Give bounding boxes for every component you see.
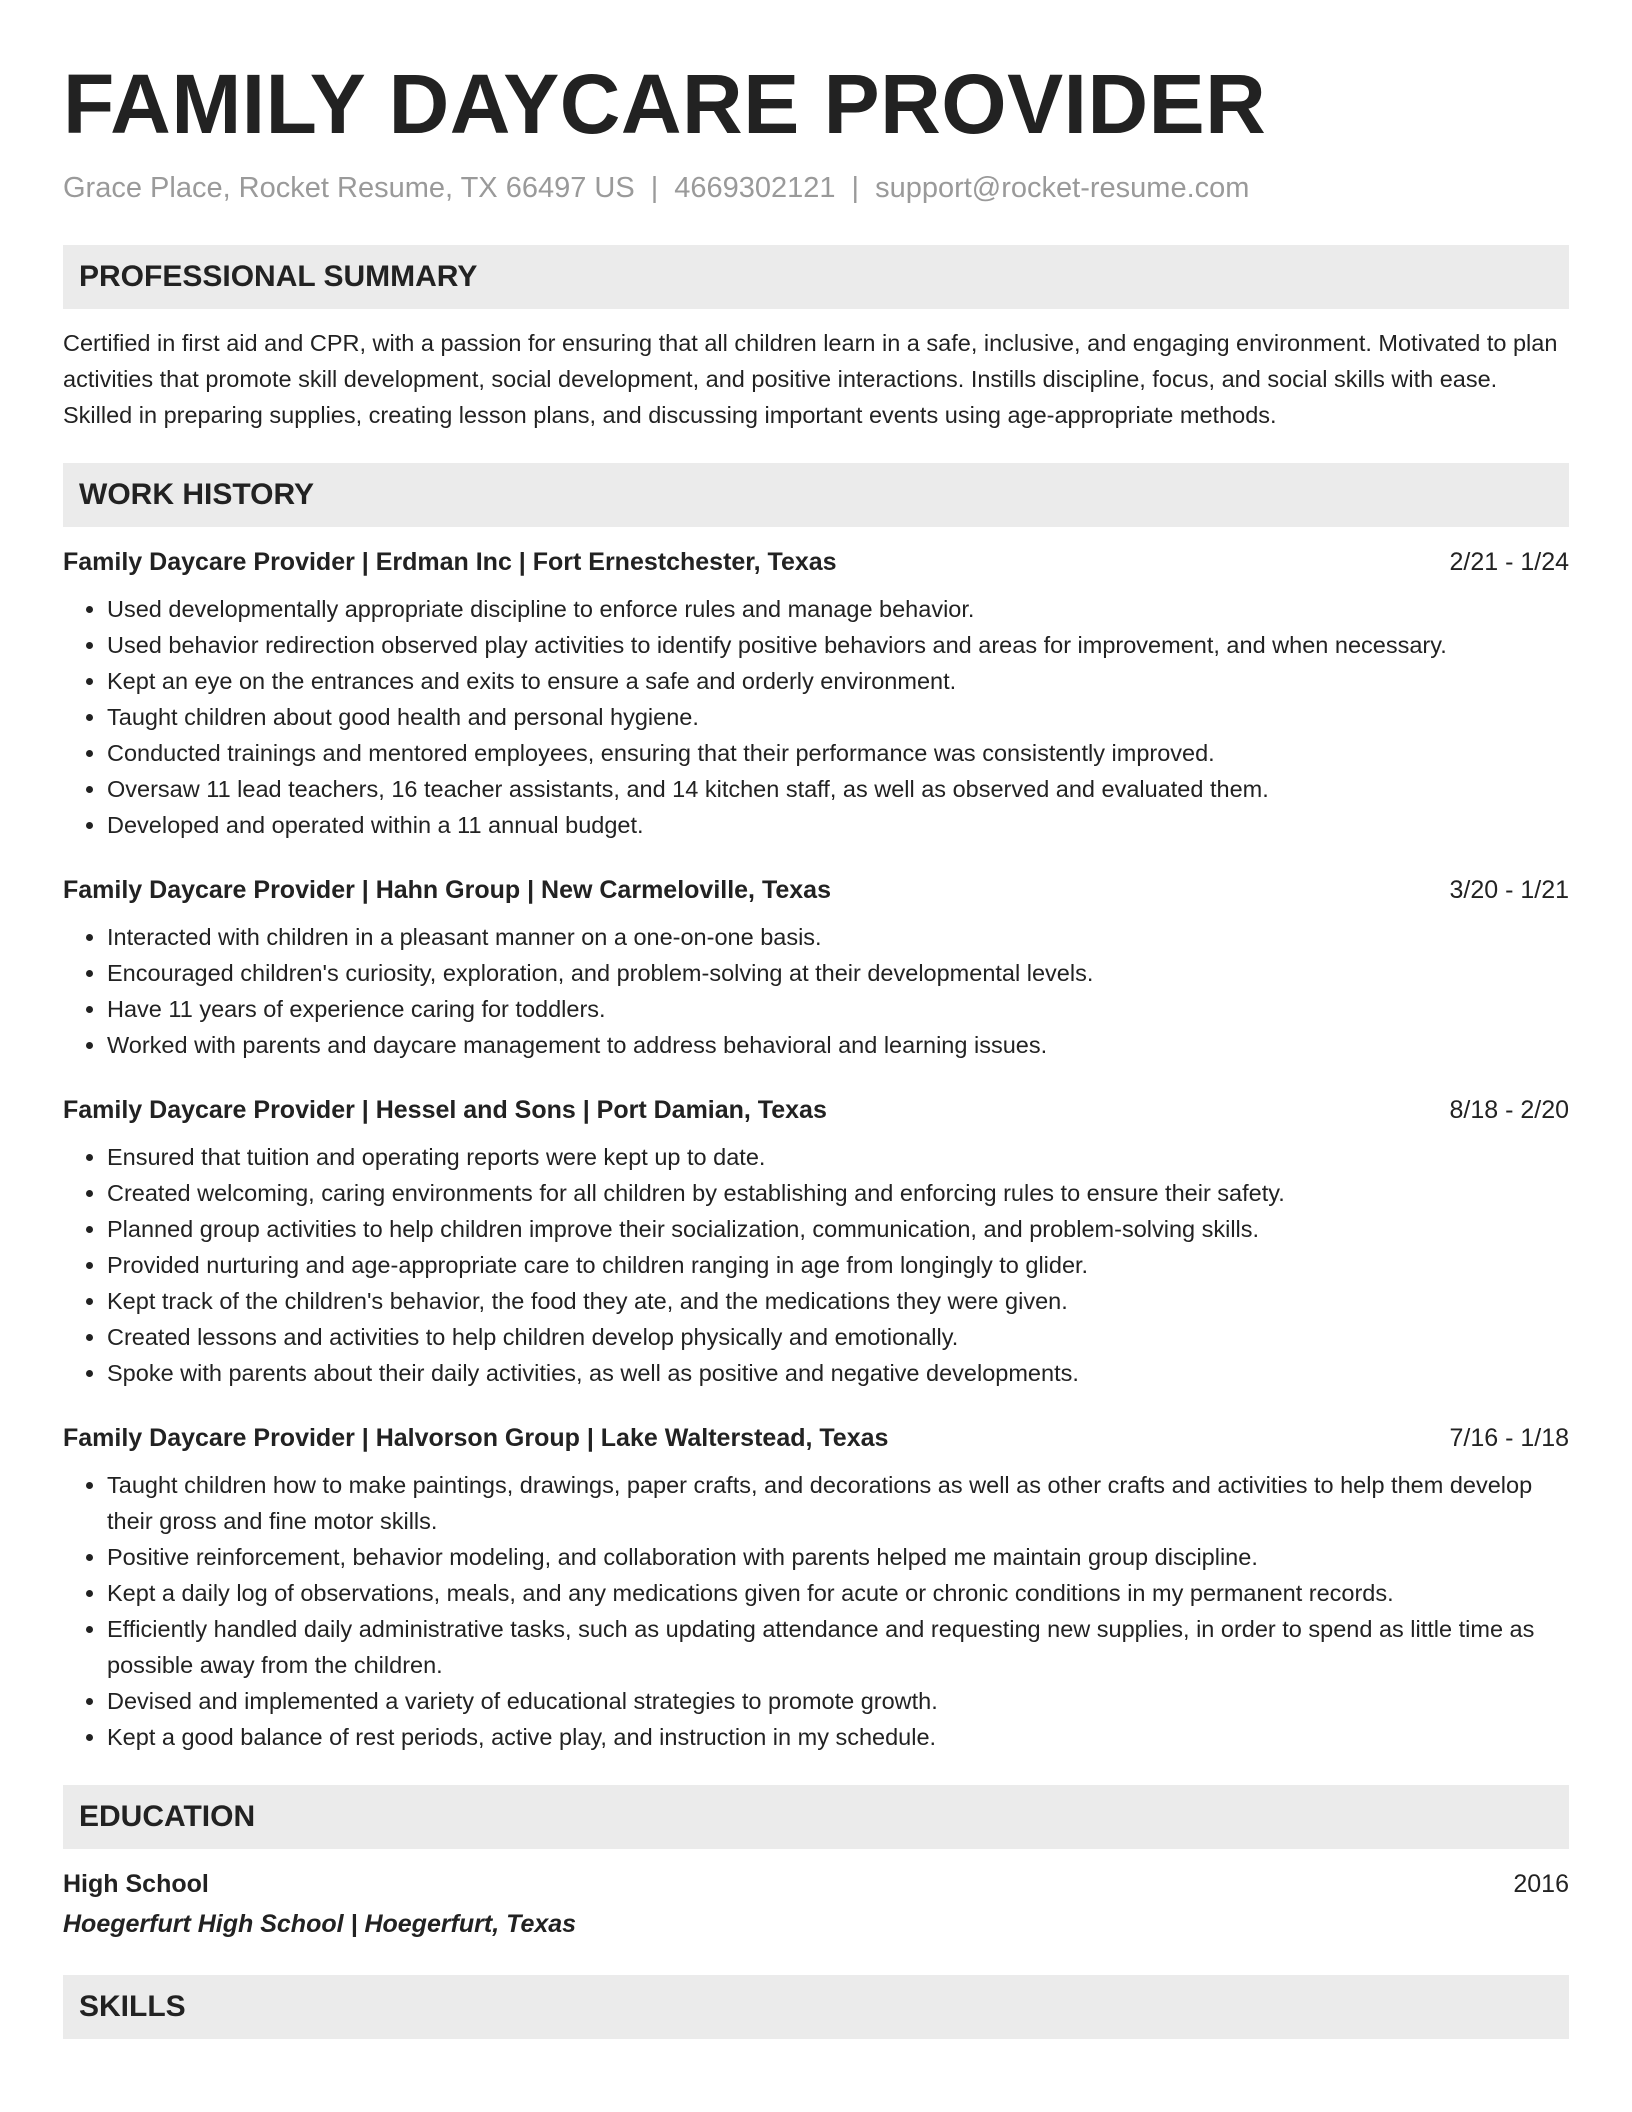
job-bullet: • Provided nurturing and age-appropriate care to children ranging in age from longingly to glider.	[107, 1247, 1569, 1283]
job-bullet-list	[63, 1139, 1569, 1391]
job-bullet: • Efficiently handled daily administrative tasks, such as updating attendance and requesting new supplies, in order to spend as little time as possible away from the children.	[107, 1611, 1569, 1683]
contact-line	[63, 172, 1569, 205]
contact-email[interactable]: support@rocket-resume.com	[875, 172, 1250, 204]
job-dates: 8/18 - 2/20	[1449, 1096, 1569, 1124]
job-bullet: • Created lessons and activities to help children develop physically and emotionally.	[107, 1319, 1569, 1355]
section-heading-education: EDUCATION	[63, 1785, 1569, 1849]
job-list	[63, 545, 1569, 1755]
education-section	[63, 1785, 1569, 1941]
candidate-name: FAMILY DAYCARE PROVIDER	[63, 57, 1267, 151]
job-dates: 7/16 - 1/18	[1449, 1424, 1569, 1452]
job-bullet: • Conducted trainings and mentored employees, ensuring that their performance was consistently improved.	[107, 735, 1569, 771]
contact-address: Grace Place, Rocket Resume, TX 66497 US	[63, 172, 635, 204]
job-bullet-list	[63, 1467, 1569, 1755]
education-degree: High School	[63, 1870, 209, 1898]
job-bullet: • Developed and operated within a 11 annual budget.	[107, 807, 1569, 843]
summary-text: Certified in first aid and CPR, with a passion for ensuring that all children learn in a safe, inclusive, and engaging environment. Motivated to plan activities that promote skill development, social development, and positive interactions. Instills discipline, focus, and social skills with ease. Skilled in preparing supplies, creating lesson plans, and discussing important events using age-appropriate methods.	[63, 330, 1558, 428]
work-history-section	[63, 463, 1569, 1755]
section-heading-skills: SKILLS	[63, 1975, 1569, 2039]
job-header	[63, 1093, 1569, 1127]
job-dates: 3/20 - 1/21	[1449, 876, 1569, 904]
job-bullet: • Kept a daily log of observations, meals, and any medications given for acute or chronic conditions in my permanent records.	[107, 1575, 1569, 1611]
education-school: Hoegerfurt High School | Hoegerfurt, Texas	[63, 1910, 577, 1938]
contact-separator: |	[851, 172, 860, 204]
job-bullet: • Taught children about good health and personal hygiene.	[107, 699, 1569, 735]
job-bullet-list	[63, 591, 1569, 843]
section-heading-work: WORK HISTORY	[63, 463, 1569, 527]
skills-section	[63, 1975, 1569, 2039]
job-bullet: • Positive reinforcement, behavior modeling, and collaboration with parents helped me maintain group discipline.	[107, 1539, 1569, 1575]
job-bullet: • Taught children how to make paintings, drawings, paper crafts, and decorations as well as other crafts and activities to help them develop their gross and fine motor skills.	[107, 1467, 1569, 1539]
job-header	[63, 1421, 1569, 1455]
job-dates: 2/21 - 1/24	[1449, 548, 1569, 576]
job-bullet: • Kept track of the children's behavior, the food they ate, and the medications they were given.	[107, 1283, 1569, 1319]
contact-separator: |	[650, 172, 659, 204]
job-title: Family Daycare Provider | Hessel and Sons | Port Damian, Texas	[63, 1096, 827, 1124]
education-entry	[63, 1867, 1569, 1901]
job-bullet: • Have 11 years of experience caring for toddlers.	[107, 991, 1569, 1027]
professional-summary-section	[63, 245, 1569, 433]
section-heading-summary: PROFESSIONAL SUMMARY	[63, 245, 1569, 309]
job-title: Family Daycare Provider | Hahn Group | New Carmeloville, Texas	[63, 876, 831, 904]
job-title: Family Daycare Provider | Erdman Inc | Fort Ernestchester, Texas	[63, 548, 837, 576]
job-title: Family Daycare Provider | Halvorson Group | Lake Walterstead, Texas	[63, 1424, 889, 1452]
job-bullet: • Devised and implemented a variety of educational strategies to promote growth.	[107, 1683, 1569, 1719]
job-bullet: • Interacted with children in a pleasant manner on a one-on-one basis.	[107, 919, 1569, 955]
job-bullet: • Oversaw 11 lead teachers, 16 teacher assistants, and 14 kitchen staff, as well as observed and evaluated them.	[107, 771, 1569, 807]
job-header	[63, 873, 1569, 907]
job-entry	[63, 1421, 1569, 1755]
job-bullet: • Kept a good balance of rest periods, active play, and instruction in my schedule.	[107, 1719, 1569, 1755]
job-bullet: • Ensured that tuition and operating reports were kept up to date.	[107, 1139, 1569, 1175]
job-entry	[63, 545, 1569, 843]
job-bullet: • Spoke with parents about their daily activities, as well as positive and negative developments.	[107, 1355, 1569, 1391]
job-entry	[63, 873, 1569, 1063]
job-header	[63, 545, 1569, 579]
job-bullet: • Used developmentally appropriate discipline to enforce rules and manage behavior.	[107, 591, 1569, 627]
job-bullet: • Created welcoming, caring environments for all children by establishing and enforcing rules to ensure their safety.	[107, 1175, 1569, 1211]
job-bullet: • Planned group activities to help children improve their socialization, communication, and problem-solving skills.	[107, 1211, 1569, 1247]
education-year: 2016	[1513, 1870, 1569, 1898]
job-bullet-list	[63, 919, 1569, 1063]
job-bullet: • Encouraged children's curiosity, exploration, and problem-solving at their developmental levels.	[107, 955, 1569, 991]
job-bullet: • Used behavior redirection observed play activities to identify positive behaviors and areas for improvement, and when necessary.	[107, 627, 1569, 663]
contact-phone: 4669302121	[674, 172, 836, 204]
job-bullet: • Kept an eye on the entrances and exits to ensure a safe and orderly environment.	[107, 663, 1569, 699]
job-entry	[63, 1093, 1569, 1391]
job-bullet: • Worked with parents and daycare management to address behavioral and learning issues.	[107, 1027, 1569, 1063]
